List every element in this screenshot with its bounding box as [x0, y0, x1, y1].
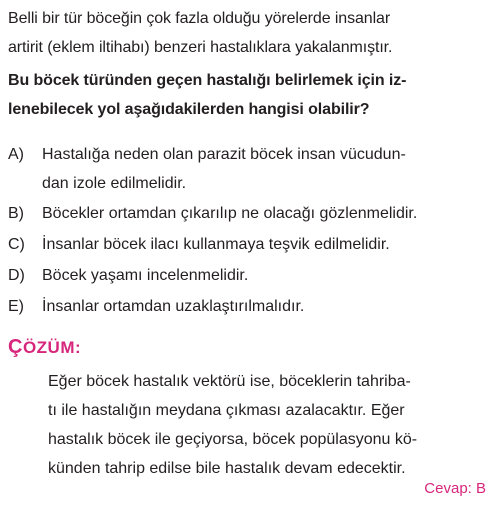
option-letter: B): [8, 205, 24, 222]
option-text: Hastalığa neden olan parazit böcek insan vücudun-: [42, 146, 406, 163]
question-line: Bu böcek türünden geçen hastalığı belirlemek için iz-: [8, 72, 407, 89]
solution-line: hastalık böcek ile geçiyorsa, böcek popülasyonu kö-: [48, 431, 418, 448]
option-d[interactable]: [8, 261, 488, 290]
option-letter: A): [8, 146, 24, 163]
stem-line: artirit (eklem iltihabı) benzeri hastalıklara yakalanmıştır.: [8, 39, 393, 56]
question-line: lenebilecek yol aşağıdakilerden hangisi olabilir?: [8, 101, 370, 118]
option-text: Böcek yaşamı incelenmelidir.: [42, 267, 249, 284]
option-letter: D): [8, 267, 25, 284]
option-letter: C): [8, 236, 25, 253]
solution-heading-initial: Ç: [8, 336, 23, 358]
option-text: dan izole edilmelidir.: [42, 175, 187, 192]
solution-line: Eğer böcek hastalık vektörü ise, böceklerin tahriba-: [48, 373, 411, 390]
stem-line: Belli bir tür böceğin çok fazla olduğu yörelerde insanlar: [8, 10, 391, 27]
option-text: Böcekler ortamdan çıkarılıp ne olacağı gözlenmelidir.: [42, 205, 418, 222]
option-a[interactable]: [8, 140, 488, 198]
option-b[interactable]: [8, 199, 488, 228]
answer-options: [8, 140, 488, 323]
option-letter: E): [8, 298, 24, 315]
option-text: İnsanlar ortamdan uzaklaştırılmalıdır.: [42, 298, 305, 315]
solution-line: künden tahrip edilse bile hastalık devam edecektir.: [48, 460, 406, 477]
solution-text: [48, 367, 488, 483]
solution-heading-rest: ÖZÜM:: [22, 338, 82, 357]
option-c[interactable]: [8, 230, 488, 259]
question-stem: [8, 4, 486, 62]
option-text: İnsanlar böcek ilacı kullanmaya teşvik edilmelidir.: [42, 236, 390, 253]
option-e[interactable]: [8, 292, 488, 321]
answer-key: Cevap: B: [424, 480, 486, 497]
solution-heading: [8, 336, 81, 359]
question-prompt: [8, 66, 488, 124]
solution-line: tı ile hastalığın meydana çıkması azalacaktır. Eğer: [48, 402, 405, 419]
